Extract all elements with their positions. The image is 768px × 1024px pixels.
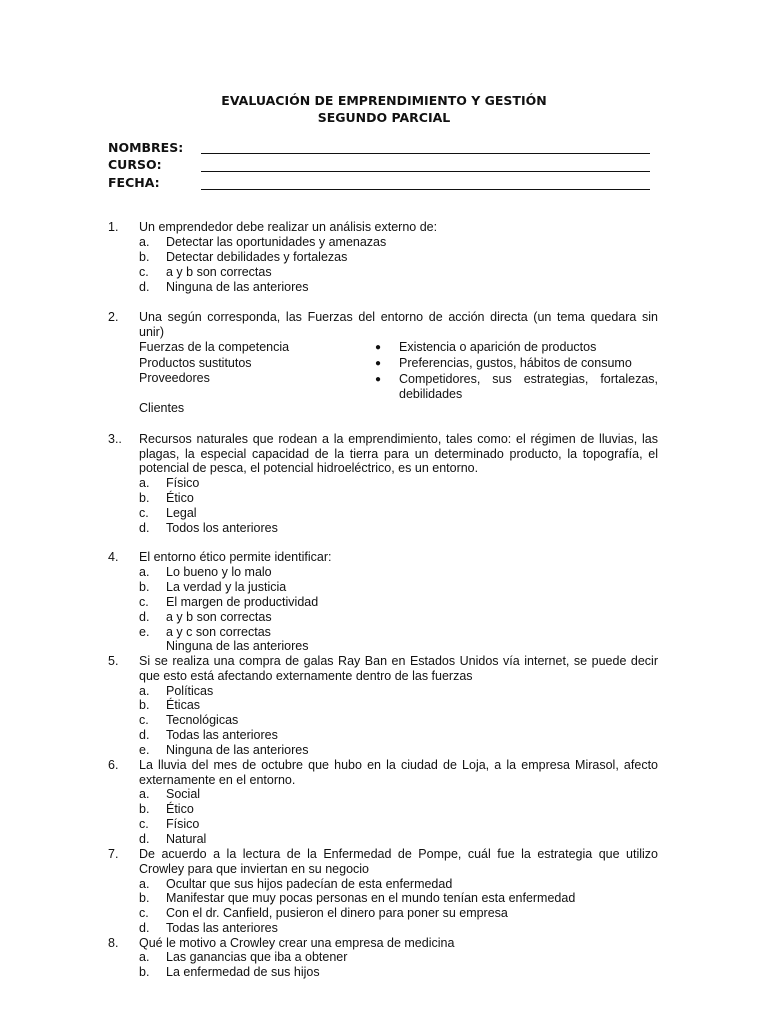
- match-left-item: Fuerzas de la competencia: [139, 340, 290, 354]
- option-text: Físico: [166, 476, 200, 490]
- field-label-nombres: NOMBRES:: [108, 140, 184, 155]
- option-text: La enfermedad de sus hijos: [166, 965, 320, 979]
- option-letter: d.: [139, 921, 150, 935]
- question-number: 4.: [108, 550, 119, 564]
- question-number: 3..: [108, 432, 122, 446]
- document-subtitle: SEGUNDO PARCIAL: [317, 110, 451, 125]
- question-number: 6.: [108, 758, 119, 772]
- option-text: Ninguna de las anteriores: [166, 280, 309, 294]
- question-number: 5.: [108, 654, 119, 668]
- option-text: Detectar debilidades y fortalezas: [166, 250, 348, 264]
- option-text: Con el dr. Canfield, pusieron el dinero para poner su empresa: [166, 906, 508, 920]
- match-right-item: Competidores, sus estrategias, fortalezas,: [399, 372, 658, 386]
- option-text: Políticas: [166, 684, 214, 698]
- option-letter: a.: [139, 787, 150, 801]
- question-text: Crowley para que inviertan en su negocio: [139, 862, 369, 876]
- option-letter: d.: [139, 280, 150, 294]
- option-letter: d.: [139, 610, 150, 624]
- option-letter: a.: [139, 684, 150, 698]
- bullet-icon: ●: [375, 358, 382, 369]
- field-line-nombres: [201, 153, 650, 154]
- option-text: Ocultar que sus hijos padecían de esta enfermedad: [166, 877, 453, 891]
- option-text: a y b son correctas: [166, 610, 272, 624]
- option-letter: b.: [139, 891, 150, 905]
- question-number: 1.: [108, 220, 119, 234]
- option-letter: e.: [139, 625, 150, 639]
- match-right-item: Preferencias, gustos, hábitos de consumo: [399, 356, 632, 370]
- option-letter: d.: [139, 521, 150, 535]
- option-letter: c.: [139, 595, 149, 609]
- option-letter: b.: [139, 250, 150, 264]
- match-left-item: Clientes: [139, 401, 185, 415]
- field-line-curso: [201, 171, 650, 172]
- option-text: Ético: [166, 802, 194, 816]
- option-letter: c.: [139, 906, 149, 920]
- bullet-icon: ●: [375, 342, 382, 353]
- match-left-item: Productos sustitutos: [139, 356, 252, 370]
- field-line-fecha: [201, 189, 650, 190]
- option-text: Detectar las oportunidades y amenazas: [166, 235, 387, 249]
- option-text: Manifestar que muy pocas personas en el mundo tenían esta enfermedad: [166, 891, 576, 905]
- option-text: Social: [166, 787, 201, 801]
- option-letter: c.: [139, 817, 149, 831]
- option-letter: a.: [139, 235, 150, 249]
- option-text: Ninguna de las anteriores: [166, 743, 309, 757]
- option-letter: e.: [139, 743, 150, 757]
- option-letter: b.: [139, 802, 150, 816]
- option-text: Las ganancias que iba a obtener: [166, 950, 348, 964]
- option-letter: b.: [139, 698, 150, 712]
- option-letter: d.: [139, 832, 150, 846]
- question-text: El entorno ético permite identificar:: [139, 550, 332, 564]
- option-letter: c.: [139, 506, 149, 520]
- option-letter: b.: [139, 965, 150, 979]
- option-text: Todos los anteriores: [166, 521, 278, 535]
- question-text: Si se realiza una compra de galas Ray Ban en Estados Unidos vía internet, se puede decir: [139, 654, 658, 668]
- question-text: Qué le motivo a Crowley crear una empresa de medicina: [139, 936, 455, 950]
- option-text: La verdad y la justicia: [166, 580, 287, 594]
- option-text: Tecnológicas: [166, 713, 239, 727]
- question-text: Una según corresponda, las Fuerzas del entorno de acción directa (un tema quedara sin: [139, 310, 658, 324]
- option-letter: b.: [139, 580, 150, 594]
- option-letter: c.: [139, 713, 149, 727]
- option-text: a y b son correctas: [166, 265, 272, 279]
- option-text: Éticas: [166, 698, 201, 712]
- option-text: Natural: [166, 832, 207, 846]
- option-text: Lo bueno y lo malo: [166, 565, 272, 579]
- field-label-curso: CURSO:: [108, 157, 162, 172]
- option-text: El margen de productividad: [166, 595, 319, 609]
- option-letter: b.: [139, 491, 150, 505]
- question-text: Un emprendedor debe realizar un análisis externo de:: [139, 220, 438, 234]
- question-text: potencial de pesca, el potencial hidroeléctrico, es un entorno.: [139, 461, 479, 475]
- bullet-icon: ●: [375, 374, 382, 385]
- question-text: externamente en el entorno.: [139, 773, 296, 787]
- question-text: De acuerdo a la lectura de la Enfermedad de Pompe, cuál fue la estrategia que utilizo: [139, 847, 658, 861]
- option-letter: a.: [139, 950, 150, 964]
- document-title: EVALUACIÓN DE EMPRENDIMIENTO Y GESTIÓN: [221, 93, 547, 108]
- option-text: Ninguna de las anteriores: [166, 639, 309, 653]
- question-text: plagas, la especial capacidad de la tierra para un determinado producto, la topografía, el: [139, 447, 658, 461]
- option-text: Todas las anteriores: [166, 728, 278, 742]
- question-text: Recursos naturales que rodean a la emprendimiento, tales como: el régimen de lluvias, las: [139, 432, 658, 446]
- option-letter: a.: [139, 476, 150, 490]
- question-text: que esto está afectando externamente dentro de las fuerzas: [139, 669, 473, 683]
- match-left-item: Proveedores: [139, 371, 210, 385]
- question-number: 2.: [108, 310, 119, 324]
- option-text: Legal: [166, 506, 197, 520]
- option-letter: c.: [139, 265, 149, 279]
- option-text: Ético: [166, 491, 194, 505]
- option-letter: a.: [139, 877, 150, 891]
- question-text: La lluvia del mes de octubre que hubo en la ciudad de Loja, a la empresa Mirasol, afecto: [139, 758, 658, 772]
- match-right-item: debilidades: [399, 387, 463, 401]
- question-number: 7.: [108, 847, 119, 861]
- option-text: a y c son correctas: [166, 625, 271, 639]
- question-number: 8.: [108, 936, 119, 950]
- option-letter: d.: [139, 728, 150, 742]
- option-text: Todas las anteriores: [166, 921, 278, 935]
- question-text: unir): [139, 325, 165, 339]
- option-text: Físico: [166, 817, 200, 831]
- match-right-item: Existencia o aparición de productos: [399, 340, 597, 354]
- field-label-fecha: FECHA:: [108, 175, 160, 190]
- option-letter: a.: [139, 565, 150, 579]
